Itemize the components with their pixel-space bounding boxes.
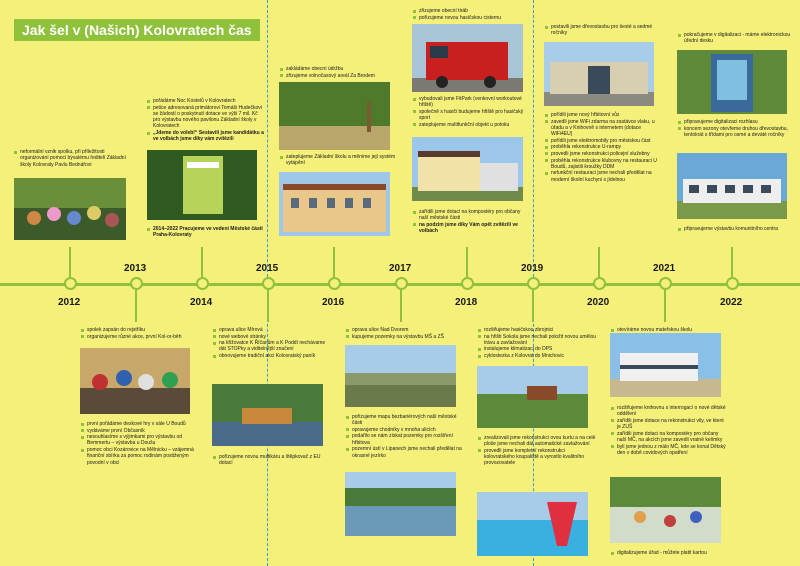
- event-item: petice adresovaná primátorovi Tomáši Hudečkovi se žádostí o poskytnutí dotace ve výši 7 mil. Kč pro výstavbu nového pavilonu Základní školy v Kolovratech: [147, 105, 265, 130]
- event-list: [213, 454, 331, 467]
- park-photo: [279, 82, 390, 150]
- sports-court-photo: [477, 366, 588, 428]
- event-item: rozšiřujeme knihovnu s interrogací o nové dětské oddělení: [611, 405, 729, 418]
- event-item: nové webové stránky: [213, 334, 331, 340]
- event-block: [81, 421, 199, 466]
- year-label: 2015: [256, 263, 279, 274]
- event-list: [213, 327, 331, 359]
- page-title: Jak šel v (Našich) Kolovratech čas: [14, 19, 260, 41]
- event-block: [545, 24, 663, 37]
- event-block: [478, 327, 596, 360]
- year-label: 2016: [322, 297, 345, 308]
- timeline-node: [461, 277, 474, 290]
- event-block: [478, 435, 596, 467]
- event-item: zařídili jsme dotace na rekonstrukci vily, ve které je ZUŠ: [611, 418, 729, 431]
- event-item: pozemní ústí v Lipanech jsme nechali předělat na okrasné jezírko: [346, 446, 464, 459]
- event-item: první pořádáme deskové hry v sále U Boudů: [81, 421, 199, 427]
- event-item: připravujeme výstavbu komunitního centra: [678, 226, 796, 232]
- kindergarten-photo: [610, 333, 721, 397]
- event-item: nesouhlasíme s výjimkami pro výstavbu od Bemmertu – výstavba u Doušu: [81, 434, 199, 447]
- event-item: otevíráme novou mateřskou školu: [611, 327, 729, 333]
- event-list: [678, 32, 796, 45]
- school-building-photo: [279, 172, 390, 236]
- timeline-stem: [201, 247, 203, 277]
- volunteers-photo: [80, 348, 190, 414]
- event-list: [678, 119, 796, 138]
- children-crowd-photo: [14, 178, 126, 240]
- event-item: pořídili jsme nový hřbitovní vůz: [545, 112, 663, 118]
- year-label: 2018: [455, 297, 478, 308]
- event-item: digitalizujeme úřad - můžete platit kartou: [611, 550, 729, 556]
- event-item: kupujeme pozemky na výstavbu MŠ a ZŠ: [346, 334, 464, 340]
- fire-truck-photo: [412, 24, 523, 92]
- event-item: zrealizovali jsme rekonstrukci ovou kurtu a na celé ploše jsme nechali dát automatické zavlažování: [478, 435, 596, 448]
- event-item: instalujeme klimatizaci do DPS: [478, 346, 596, 352]
- swimming-pool-photo: [477, 492, 588, 556]
- timeline-node: [726, 277, 739, 290]
- timeline-stem: [664, 290, 666, 322]
- event-list: [147, 98, 265, 143]
- event-block: [81, 327, 199, 340]
- event-item: pořídili jsme elektromobily pro městskou část: [545, 138, 663, 144]
- timeline-stem: [532, 290, 534, 322]
- event-item: provedli jsme kompletní rekonstrukci kolovratského koupaliště a vyrostlo kvalitního provozovatele: [478, 448, 596, 467]
- event-item: pořádáme Noc Kostelů v Kolovratech: [147, 98, 265, 104]
- timeline-stem: [400, 290, 402, 322]
- event-item: zařídili jsme dotaci na kompostéry pro občany naší městské části: [413, 209, 531, 222]
- timeline-stem: [135, 290, 137, 322]
- event-list: [678, 226, 796, 232]
- event-block: [213, 327, 331, 360]
- event-item: pořizujeme mapu bezbariérových naší městské části: [346, 414, 464, 427]
- event-item: pomoc obci Kozárovice na Mělnicku – vzájemná finanční sbírka za pomoc rodinám postiženým povodní v obci: [81, 447, 199, 466]
- event-item: zřizujeme obecní tiráb: [413, 8, 531, 14]
- event-block: [678, 32, 796, 45]
- event-block: [346, 414, 464, 459]
- book-cover-photo: [147, 150, 257, 220]
- timeline-stem: [267, 290, 269, 322]
- event-list: [545, 112, 663, 183]
- year-label: 2014: [190, 297, 213, 308]
- year-label: 2013: [124, 263, 147, 274]
- event-item: opravujeme chodníky v mnoha ulicích: [346, 427, 464, 433]
- event-item: zateplujeme Základní školu a měníme její systém vytápění: [280, 154, 398, 167]
- pond-photo: [345, 472, 456, 536]
- event-item: zřizujeme volnočasový areál Za Brodem: [280, 73, 398, 79]
- timeline-node: [196, 277, 209, 290]
- event-list: [14, 149, 132, 168]
- event-item: „Jdeme do voleb!“ Sestavili jsme kandidátku a ve volbách jsme díky vám zvítězili: [147, 130, 265, 143]
- event-list: [611, 405, 729, 456]
- event-item: pokračujeme v digitalizaci - máme elektronickou úřední desku: [678, 32, 796, 45]
- timeline-node: [395, 277, 408, 290]
- timeline-stem: [466, 247, 468, 277]
- event-block: [413, 209, 531, 235]
- event-item: spolek zapsán do rejstříku: [81, 327, 199, 333]
- event-block: [147, 226, 265, 239]
- year-label: 2017: [389, 263, 412, 274]
- timeline-stem: [731, 247, 733, 277]
- timeline-stem: [598, 247, 600, 277]
- event-item: připravujeme digitalizaci rozhlasu: [678, 119, 796, 125]
- event-item: byli jsme jednou z málo MČ, kde se konal Dětský den v době covidových opatření: [611, 444, 729, 457]
- event-block: [545, 112, 663, 183]
- event-item: zateplujeme multifunkční objekt u potoku: [413, 122, 531, 128]
- event-item: proběhla rekonstrukce U-rampy: [545, 144, 663, 150]
- event-block: [213, 454, 331, 467]
- event-block: [611, 405, 729, 457]
- year-label: 2022: [720, 297, 743, 308]
- event-item: postavili jsme dřevostavbu pro šesté a sedmé ročníky: [545, 24, 663, 37]
- event-item: proběhla rekonstrukce klubovny na restauraci U Boudů, zajistili kroužky DDM: [545, 158, 663, 171]
- event-item: na křižovatce K Říčanům a K Poddí nechávame dát STOPky a viditelnější značení: [213, 340, 331, 353]
- event-list: [346, 327, 464, 340]
- event-item: vybudovali jsme FitPark (venkovní workoutové hřiště): [413, 96, 531, 109]
- event-block: [413, 96, 531, 128]
- event-list: [280, 66, 398, 79]
- event-list: [413, 209, 531, 234]
- event-block: [611, 550, 729, 557]
- event-item: zařídili jsme dotaci na kompostéry pro občany naší MČ, na akcích jsme zavedli vratné kelímky: [611, 431, 729, 444]
- event-item: na podzim jsme díky Vám opět zvítězili ve volbách: [413, 222, 531, 235]
- event-block: [280, 154, 398, 167]
- info-kiosk-photo: [677, 50, 787, 114]
- event-item: provedli jsme rekonstrukci policejní služebny: [545, 151, 663, 157]
- timeline-node: [328, 277, 341, 290]
- event-item: společně s hasiči budujeme hřiště pro hasičský sport: [413, 109, 531, 122]
- event-item: oprava ulice Mírová: [213, 327, 331, 333]
- event-list: [413, 8, 531, 21]
- event-list: [147, 226, 265, 239]
- event-block: [678, 226, 796, 233]
- timeline-node: [527, 277, 540, 290]
- event-list: [81, 327, 199, 340]
- pond-stage-photo: [212, 384, 323, 446]
- event-list: [346, 414, 464, 459]
- event-list: [478, 435, 596, 467]
- event-item: nefunkční restauraci jsme nechali předělat na moderní školní kuchyni s jídelnou: [545, 170, 663, 183]
- timeline-node: [262, 277, 275, 290]
- childrens-party-photo: [610, 477, 721, 543]
- timeline-stem: [333, 247, 335, 277]
- event-item: pořizujeme novou hasičskou cisternu: [413, 15, 531, 21]
- timeline-stem: [69, 247, 71, 277]
- event-block: [14, 149, 132, 168]
- event-block: [413, 8, 531, 21]
- event-list: [413, 96, 531, 128]
- event-item: pořizujeme novou multikáru a štěpkovač z EU dotací: [213, 454, 331, 467]
- event-item: vydáváme první Občasník: [81, 428, 199, 434]
- event-block: [280, 66, 398, 79]
- event-item: organizujeme různé akce, první Kol-or-běh: [81, 334, 199, 340]
- event-item: na hřišti Sokola jsme nechali položit novou umělou trávu a zavlažování: [478, 334, 596, 347]
- event-list: [280, 154, 398, 167]
- house-photo: [412, 137, 523, 201]
- event-item: podařilo se nám získat pozemky pro rozšíření hřbitova: [346, 433, 464, 446]
- event-item: zakládáme obecní údržbu: [280, 66, 398, 72]
- timeline-node: [659, 277, 672, 290]
- timeline-node: [130, 277, 143, 290]
- event-block: [147, 98, 265, 143]
- event-list: [611, 550, 729, 556]
- event-item: koncem sezony otevřeme druhou dřevostavbu, tentokrát s třídami pro osmé a deváté ročníky: [678, 126, 796, 139]
- event-list: [81, 421, 199, 466]
- year-label: 2019: [521, 263, 544, 274]
- event-item: 2014–2022 Pracujeme ve vedení Městské části Praha-Kolovraty: [147, 226, 265, 239]
- event-item: obnovujeme tradiční akci Kolovratský paník: [213, 353, 331, 359]
- event-item: cyklostezka z Kolovrat do Mnichovic: [478, 353, 596, 359]
- year-label: 2021: [653, 263, 676, 274]
- event-item: neformální vznik spolku, při příležitosti organizování pomoci bývalému ředitelí Základní školy Kolovraty Pavlu Bednářovi: [14, 149, 132, 168]
- timeline-node: [593, 277, 606, 290]
- event-item: oprava ulice Nad Dvorem: [346, 327, 464, 333]
- field-photo: [345, 345, 456, 407]
- year-label: 2012: [58, 297, 81, 308]
- event-block: [678, 119, 796, 138]
- event-list: [478, 327, 596, 359]
- event-item: zavedli jsme WiFi zdarma na zastávce vlaku, u úřadu a v Knihovně s internetem (dotace WiFi4EU): [545, 119, 663, 138]
- event-list: [545, 24, 663, 37]
- timeline-node: [64, 277, 77, 290]
- school-extension-photo: [677, 153, 787, 219]
- modular-building-photo: [544, 42, 654, 106]
- event-block: [346, 327, 464, 340]
- year-label: 2020: [587, 297, 610, 308]
- event-item: rozšiřujeme hasičskou zbrojnici: [478, 327, 596, 333]
